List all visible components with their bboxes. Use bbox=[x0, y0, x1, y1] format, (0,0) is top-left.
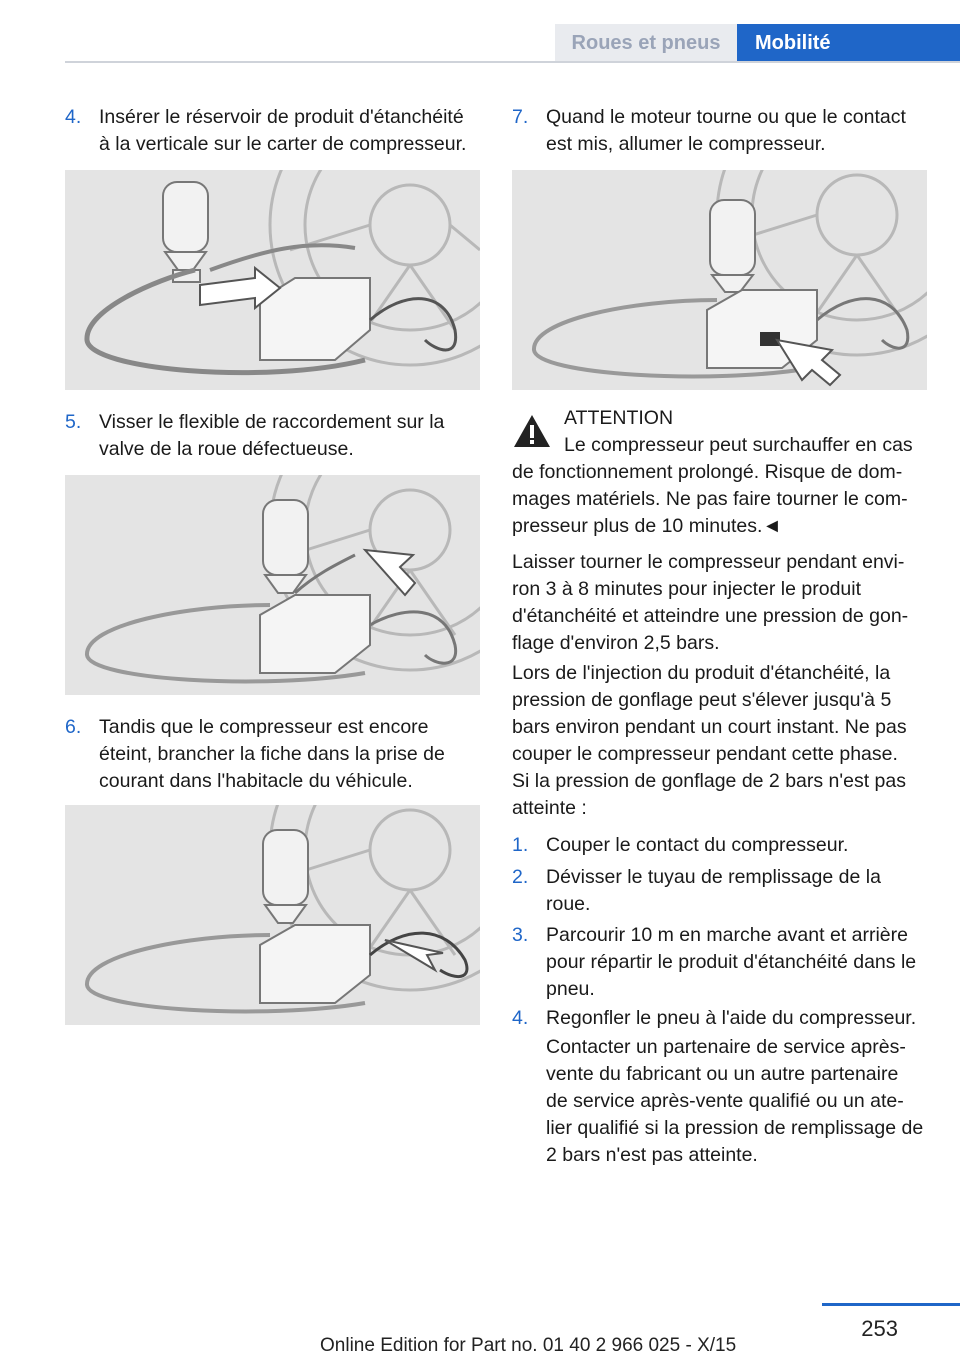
step-text bbox=[99, 409, 444, 463]
text-line: Insérer le réservoir de produit d'étanchéité bbox=[99, 106, 464, 128]
text-line: Dévisser le tuyau de remplissage de la bbox=[546, 866, 881, 888]
text-line: courant dans l'habitacle du véhicule. bbox=[99, 770, 413, 792]
step-text bbox=[546, 922, 916, 1003]
text-line: éteint, brancher la fiche dans la prise de bbox=[99, 743, 445, 765]
chapter-tab: Mobilité bbox=[737, 24, 960, 62]
text-line: de service après-vente qualifié ou un ate- bbox=[546, 1090, 904, 1112]
warning-line-1: Le compresseur peut surchauffer en cas bbox=[564, 434, 913, 456]
step-number: 3. bbox=[512, 924, 529, 946]
text-line: Laisser tourner le compresseur pendant envi- bbox=[512, 551, 905, 573]
text-line: valve de la roue défectueuse. bbox=[99, 438, 354, 460]
step-text bbox=[546, 104, 906, 158]
text-line: Regonfler le pneu à l'aide du compresseur. bbox=[546, 1007, 917, 1029]
text-line: pour répartir le produit d'étanchéité dans le bbox=[546, 951, 917, 973]
text-line: Lors de l'injection du produit d'étanchéité, la bbox=[512, 662, 891, 684]
text-line: Tandis que le compresseur est encore bbox=[99, 716, 429, 738]
text-line: vente du fabricant ou un autre partenaire bbox=[546, 1063, 899, 1085]
step-number: 5. bbox=[65, 411, 82, 433]
step-number: 6. bbox=[65, 716, 82, 738]
text-line: mages matériels. Ne pas faire tourner le com- bbox=[512, 488, 908, 510]
text-line: Couper le contact du compresseur. bbox=[546, 834, 849, 856]
text-line: Contacter un partenaire de service après- bbox=[546, 1036, 906, 1058]
text-line: couper le compresseur pendant cette phase. bbox=[512, 743, 898, 765]
step-number: 2. bbox=[512, 866, 529, 888]
step-number: 4. bbox=[512, 1007, 529, 1029]
step-text bbox=[546, 1005, 916, 1032]
warning-body bbox=[512, 459, 932, 540]
text-line: d'étanchéité et atteindre une pression de gon- bbox=[512, 605, 909, 627]
text-line: Quand le moteur tourne ou que le contact bbox=[546, 106, 906, 128]
text-line: est mis, allumer le compresseur. bbox=[546, 133, 826, 155]
figure-insert-container bbox=[65, 170, 480, 390]
text-line: bars environ pendant un court instant. Ne pas bbox=[512, 716, 907, 738]
text-line: ron 3 à 8 minutes pour injecter le produit bbox=[512, 578, 862, 600]
text-line: 2 bars n'est pas atteinte. bbox=[546, 1144, 758, 1166]
text-line: presseur plus de 10 minutes.◄ bbox=[512, 515, 782, 537]
step-number: 4. bbox=[65, 106, 82, 128]
warning-title: ATTENTION bbox=[564, 407, 674, 429]
text-line: pneu. bbox=[546, 978, 595, 1000]
step-text bbox=[99, 104, 466, 158]
section-tab: Roues et pneus bbox=[555, 24, 737, 62]
paragraph-duration bbox=[512, 549, 932, 657]
paragraph-not-reached bbox=[512, 768, 932, 822]
text-line: de fonctionnement prolongé. Risque de dom- bbox=[512, 461, 903, 483]
text-line: roue. bbox=[546, 893, 591, 915]
figure-screw-hose bbox=[65, 475, 480, 695]
text-line: flage d'environ 2,5 bars. bbox=[512, 632, 720, 654]
step-text bbox=[546, 864, 881, 918]
step-number: 7. bbox=[512, 106, 529, 128]
service-note bbox=[546, 1034, 936, 1169]
figure-plug-socket bbox=[65, 805, 480, 1025]
footer-edition: Online Edition for Part no. 01 40 2 966 025 - X/15 bbox=[320, 1335, 737, 1356]
header-divider bbox=[65, 61, 960, 63]
warning-triangle-icon bbox=[512, 413, 552, 449]
step-number: 1. bbox=[512, 834, 529, 856]
paragraph-pressure bbox=[512, 660, 932, 768]
text-line: pression de gonflage peut s'élever jusqu'à 5 bbox=[512, 689, 892, 711]
step-text bbox=[99, 714, 445, 795]
text-line: atteinte : bbox=[512, 797, 587, 819]
footer-accent-line bbox=[822, 1303, 960, 1306]
text-line: Si la pression de gonflage de 2 bars n'est pas bbox=[512, 770, 906, 792]
page-number: 253 bbox=[861, 1316, 898, 1341]
text-line: Parcourir 10 m en marche avant et arrière bbox=[546, 924, 908, 946]
text-line: Visser le flexible de raccordement sur la bbox=[99, 411, 445, 433]
figure-switch-on bbox=[512, 170, 927, 390]
text-line: à la verticale sur le carter de compresseur. bbox=[99, 133, 467, 155]
step-text bbox=[546, 832, 848, 859]
text-line: lier qualifié si la pression de remplissage de bbox=[546, 1117, 924, 1139]
